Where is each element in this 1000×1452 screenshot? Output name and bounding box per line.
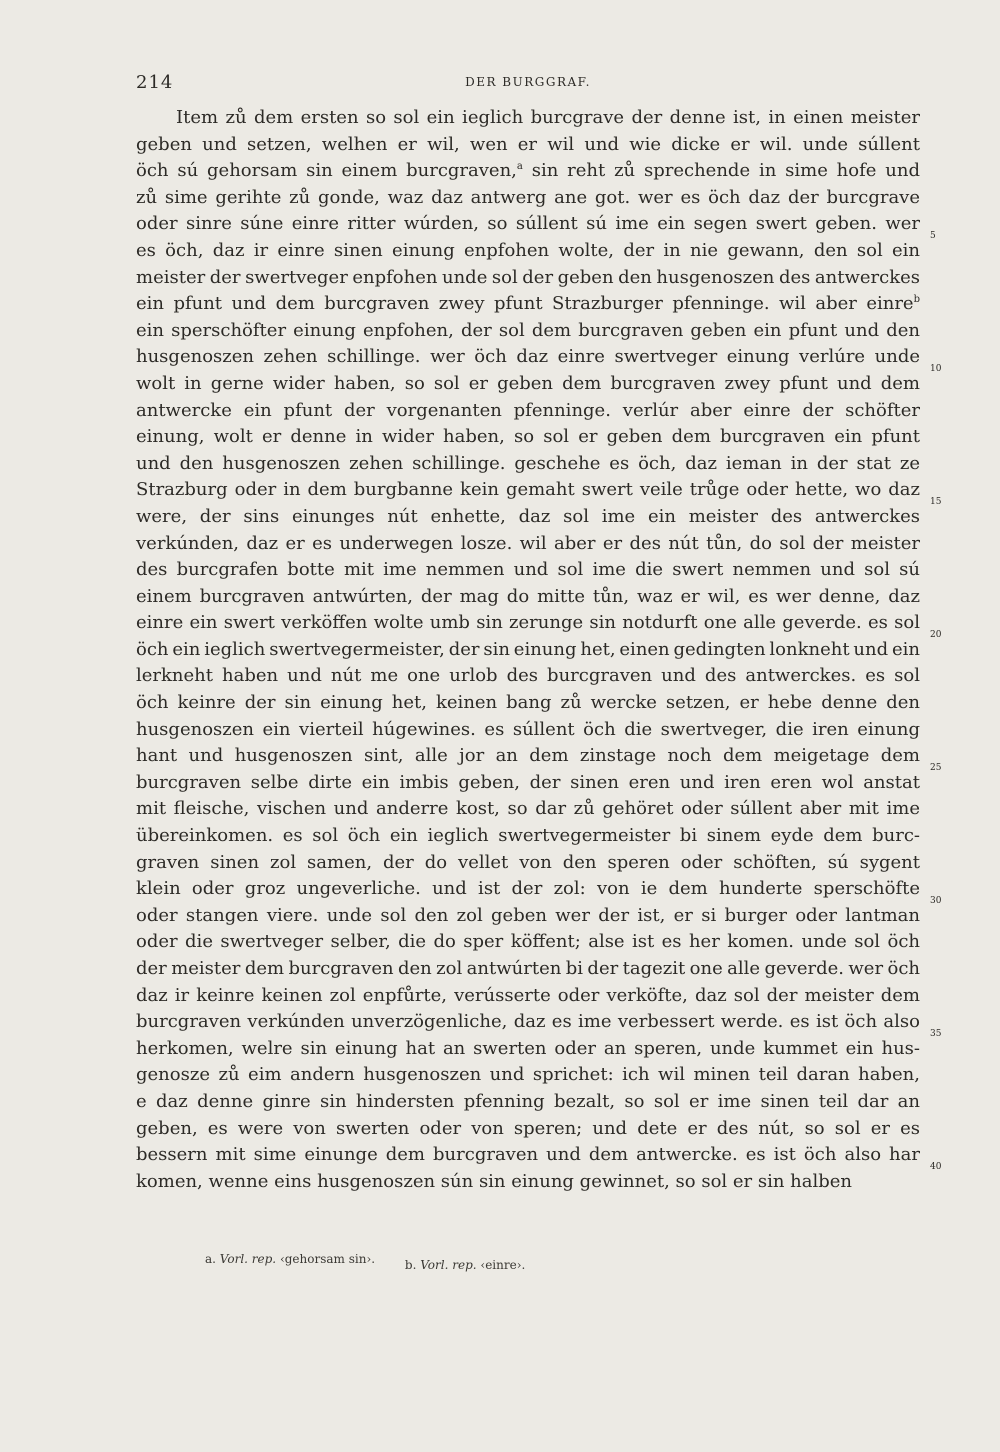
text-line: meister der swertveger enpfohen unde sol der geben den husgenoszen des antwerckes: [136, 266, 920, 288]
text-line: [136, 291, 920, 318]
text-line: der meister dem burcgraven den zol antwúrten bi der tagezit one alle geverde. wer öch: [136, 958, 920, 979]
text-line: lerkneht haben und nút me one urlob des burcgraven und des antwerckes. es sol: [136, 665, 920, 687]
text-line: bessern mit sime einunge dem burcgraven und dem antwercke. es ist öch also har: [136, 1144, 920, 1166]
footnote-mark-b: b: [913, 294, 920, 306]
text-line: oder stangen viere. unde sol den zol geben wer der ist, er si burger oder lantman: [136, 904, 920, 926]
text-line: verkúnden, daz er es underwegen losze. wil aber er des nút tůn, do sol der meister: [136, 532, 920, 554]
line-number: 10: [930, 364, 942, 374]
page-number: 214: [136, 72, 174, 93]
line-number: 40: [930, 1162, 942, 1172]
text-line: husgenoszen zehen schillinge. wer öch daz einre swertveger einung verlúre unde: [136, 346, 920, 368]
line-number: 5: [930, 231, 936, 241]
text-line: husgenoszen ein vierteil húgewines. es súllent öch die swertveger, die iren einung: [136, 718, 920, 740]
footnote-text: ‹einre›.: [480, 1258, 526, 1272]
text-line: komen, wenne eins husgenoszen sún sin einung gewinnet, so sol er sin halben: [136, 1170, 853, 1192]
text-line: es öch, daz ir einre sinen einung enpfohen wolte, der in nie gewann, den sol ein: [136, 239, 920, 261]
text-line: burcgraven selbe dirte ein imbis geben, der sinen eren und iren eren wol anstat: [136, 771, 920, 793]
text-line: genosze zů eim andern husgenoszen und sprichet: ich wil minen teil daran haben,: [136, 1064, 920, 1086]
text-line: öch ein ieglich swertvegermeister, der sin einung het, einen gedingten lonkneht und ein: [136, 638, 920, 660]
text-line: des burcgrafen botte mit ime nemmen und sol ime die swert nemmen und sol sú: [136, 559, 920, 581]
text-line: antwercke ein pfunt der vorgenanten pfenninge. verlúr aber einre der schöfter: [136, 399, 920, 421]
text-segment: öch sú gehorsam sin einem burcgraven,: [136, 160, 517, 182]
footnotes: [205, 1252, 925, 1272]
line-number: 20: [930, 630, 942, 640]
text-line: einung, wolt er denne in wider haben, so sol er geben dem burcgraven ein pfunt: [136, 426, 920, 448]
line-number: 35: [930, 1029, 942, 1039]
body-text: [136, 105, 942, 1195]
text-line: zů sime gerihte zů gonde, waz daz antwerg ane got. wer es öch daz der burcgrave: [136, 186, 920, 208]
text-line: mit fleische, vischen und anderre kost, so dar zů gehöret oder súllent aber mit ime: [136, 798, 920, 820]
text-line: burcgraven verkúnden unverzögenliche, daz es ime verbessert werde. es ist öch also: [136, 1011, 920, 1033]
text-segment: sin reht zů sprechende in sime hofe und: [531, 160, 920, 182]
footnote-label: b.: [404, 1258, 417, 1272]
text-line: herkomen, welre sin einung hat an swerten oder an speren, unde kummet ein hus-: [136, 1037, 920, 1059]
text-line: ein sperschöfter einung enpfohen, der sol dem burcgraven geben ein pfunt und den: [136, 319, 920, 341]
text-line: hant und husgenoszen sint, alle jor an dem zinstage noch dem meigetage dem: [136, 745, 920, 767]
text-line: und den husgenoszen zehen schillinge. geschehe es öch, daz ieman in der stat ze: [136, 452, 920, 474]
text-line: daz ir keinre keinen zol enpfůrte, verússerte oder verköfte, daz sol der meister dem: [136, 984, 920, 1006]
text-line: were, der sins einunges nút enhette, daz sol ime ein meister des antwerckes: [136, 505, 920, 527]
text-line: geben, es were von swerten oder von speren; und dete er des nút, so sol er es: [136, 1117, 920, 1139]
text-line: wolt in gerne wider haben, so sol er geben dem burcgraven zwey pfunt und dem: [136, 372, 920, 394]
text-segment: ein pfunt und dem burcgraven zwey pfunt Strazburger pfenninge. wil aber einre: [136, 293, 914, 315]
text-line: Strazburg oder in dem burgbanne kein gemaht swert veile trůge oder hette, wo daz: [136, 479, 920, 501]
text-line: oder die swertveger selber, die do sper köffent; alse ist es her komen. unde sol öch: [136, 931, 920, 953]
text-line: öch keinre der sin einung het, keinen bang zů wercke setzen, er hebe denne den: [136, 692, 920, 714]
page-header: [136, 72, 920, 96]
text-line: oder sinre súne einre ritter wúrden, so súllent sú ime ein segen swert geben. wer: [136, 213, 920, 235]
footnote-label: a.: [205, 1252, 216, 1266]
text-line: übereinkomen. es sol öch ein ieglich swertvegermeister bi sinem eyde dem burc-: [136, 825, 920, 847]
footnote-text: ‹gehorsam sin›.: [279, 1252, 376, 1266]
text-line: [136, 158, 920, 185]
text-line: graven sinen zol samen, der do vellet von den speren oder schöften, sú sygent: [136, 851, 920, 873]
text-line: geben und setzen, welhen er wil, wen er wil und wie dicke er wil. unde súllent: [136, 133, 920, 155]
line-number: 15: [930, 497, 942, 507]
footnote-b: [405, 1258, 525, 1272]
line-number: 30: [930, 896, 942, 906]
line-number: 25: [930, 763, 942, 773]
running-head: DER BURGGRAF.: [465, 75, 591, 89]
text-line: klein oder groz ungeverliche. und ist der zol: von ie dem hunderte sperschöfte: [136, 878, 920, 900]
text-line: e daz denne ginre sin hindersten pfenning bezalt, so sol er ime sinen teil dar an: [136, 1090, 920, 1112]
footnote-source: Vorl. rep.: [219, 1252, 277, 1266]
text-line: Item zů dem ersten so sol ein ieglich burcgrave der denne ist, in einen meister: [176, 107, 920, 128]
text-line: einem burcgraven antwúrten, der mag do mitte tůn, waz er wil, es wer denne, daz: [136, 585, 920, 607]
footnote-source: Vorl. rep.: [420, 1258, 477, 1272]
footnote-a: [205, 1252, 375, 1266]
footnote-mark-a: a: [516, 161, 523, 173]
text-line: einre ein swert verköffen wolte umb sin zerunge sin notdurft one alle geverde. es sol: [136, 612, 920, 634]
